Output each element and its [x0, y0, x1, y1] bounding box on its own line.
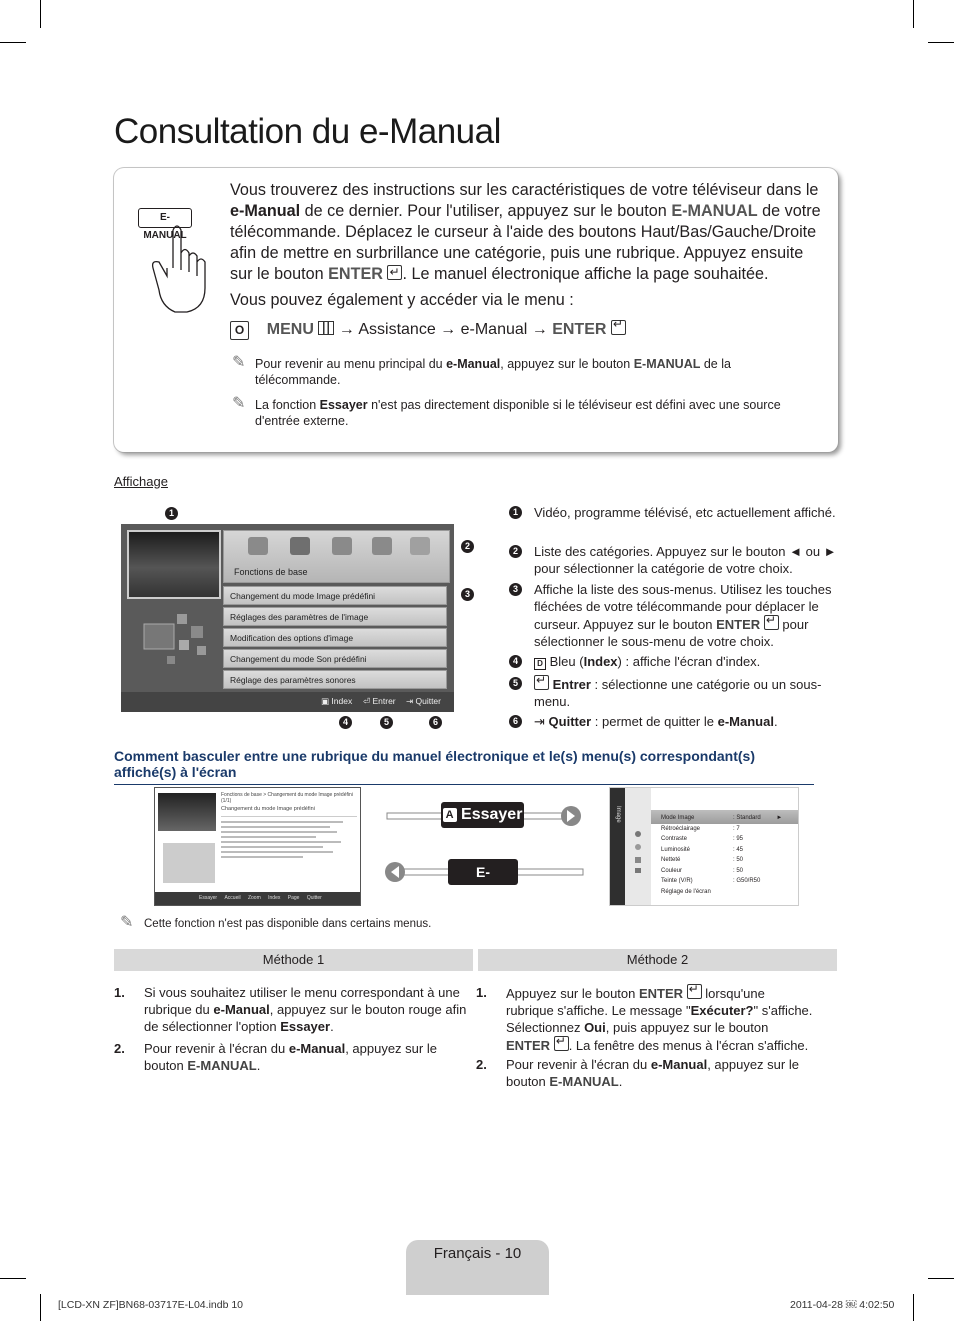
crop-mark [0, 42, 26, 43]
category-label: Fonctions de base [234, 567, 308, 577]
imprint-right: 2011-04-28 ￼ 4:02:50 [790, 1299, 895, 1311]
enter-icon [554, 1036, 569, 1051]
topic-bottom-bar: Essayer Accueil Zoom Index Page Quitter [155, 892, 360, 905]
callout-6: 6 [429, 716, 442, 729]
intro-paragraph: Vous trouverez des instructions sur les caractéristiques de votre téléviseur dans le e-Manual de ce dernier. Pour l'utiliser, appuyez sur le bouton E-MANUAL de votre télécommande. Déplacez le curseur à l'aide des boutons Haut/Bas/Gauche/Droite afin de mettre en surbrillance une catégorie, puis une rubrique. Appuyez ensuite sur le bouton ENTER ↵ . Le manuel électronique affiche la page souhaitée. [230, 180, 830, 285]
method-1-header: Méthode 1 [114, 949, 473, 971]
category-icon[interactable] [372, 537, 392, 555]
crop-mark [928, 1278, 954, 1279]
submenu-item[interactable]: Changement du mode Image prédéfini [223, 586, 447, 605]
e-manual-key-label: E-MANUAL [143, 212, 187, 241]
page-title: Consultation du e-Manual [114, 112, 501, 151]
method-2-header: Méthode 2 [478, 949, 837, 971]
menu-row[interactable]: Réglage de l'écran [661, 888, 711, 895]
submenu-item[interactable]: Modification des options d'image [223, 628, 447, 647]
floating-cubes-image [163, 843, 215, 883]
legend-item: 4 D Bleu (Index) : affiche l'écran d'index. [509, 653, 839, 671]
legend-item: 6 ⇥ Quitter : permet de quitter le e-Manual. [509, 713, 839, 731]
category-bar[interactable] [223, 530, 450, 583]
intro-note-2: La fonction Essayer n'est pas directement disponible si le téléviseur est défini avec une source d'entrée externe. [255, 398, 781, 428]
note-pencil-icon: ✎ [232, 354, 246, 371]
emanual-topic-screenshot [154, 787, 361, 906]
quit-button[interactable]: ⇥ Quitter [406, 696, 441, 706]
enter-icon [387, 265, 402, 280]
tv-menu-screenshot [609, 787, 799, 906]
page-number-tab: Français - 10 [406, 1240, 549, 1295]
menu-path: O MENU → Assistance → e-Manual → ENTER ↵ [230, 320, 830, 340]
note-pencil-icon: ✎ [232, 395, 246, 412]
crop-mark [0, 1278, 26, 1279]
note-pencil-icon: ✎ [120, 914, 134, 931]
menu-list [661, 813, 796, 897]
switch-note: Cette fonction n'est pas disponible dans certains menus. [144, 918, 432, 930]
exit-icon: ⇥ [534, 714, 545, 729]
menu-row[interactable]: Contraste : 95 [661, 836, 744, 842]
category-icon[interactable] [410, 537, 430, 555]
legend-item: 3 Affiche la liste des sous-menus. Utilisez les touches fléchées de votre télécommande pour déplacer le curseur. Appuyez sur le bouton ENTER ↵ pour sélectionner le sous-menu de votre choix. [509, 581, 839, 651]
crop-mark [40, 1294, 41, 1321]
emanual-screen-illustration [121, 524, 454, 712]
category-icon[interactable] [248, 537, 268, 555]
method-1-steps: 1. Si vous souhaitez utiliser le menu correspondant à une rubrique du e-Manual, appuyez sur le bouton rouge afin de sélectionner l'option Essayer. 2. Pour revenir à l'écran du e-Manual, appuyez sur le bouton E-MANUAL. [114, 985, 467, 1073]
category-icon[interactable] [332, 537, 352, 555]
intro-menu-hint: Vous pouvez également y accéder via le menu : [230, 291, 574, 309]
floating-cubes-image [139, 604, 219, 674]
legend-item: 1 Vidéo, programme télévisé, etc actuellement affiché. [509, 504, 839, 540]
try-button[interactable]: A Essayer [441, 802, 524, 828]
menu-row[interactable]: Couleur : 50 [661, 867, 744, 874]
callout-3: 3 [461, 588, 474, 601]
legend-item: 2 Liste des catégories. Appuyez sur le bouton ◄ ou ► pour sélectionner la catégorie de votre choix. [509, 543, 839, 579]
method-2-steps: 1. Appuyez sur le bouton ENTER ↵ lorsqu'une rubrique s'affiche. Le message "Exécuter?" s'affiche. Sélectionnez Oui, puis appuyez sur le bouton ENTER ↵ . La fenêtre des menus à l'écran s'affiche. 2. Pour revenir à l'écran du e-Manual, appuyez sur le bouton E-MANUAL. [476, 984, 836, 1094]
category-icon[interactable] [290, 537, 310, 555]
a-key-icon: A [443, 808, 457, 822]
callout-5: 5 [380, 716, 393, 729]
menu-row[interactable]: Mode Image : Standard ► [661, 815, 783, 821]
topic-content: Fonctions de base > Changement du mode Image prédéfini (1/1) Changement du mode Image prédéfini [221, 792, 357, 884]
enter-icon [611, 320, 626, 335]
menu-row[interactable]: Luminosité : 45 [661, 846, 744, 853]
blue-d-icon: D [534, 658, 546, 670]
callout-1: 1 [165, 507, 178, 520]
legend-item: 5 ↵ Entrer : sélectionne une catégorie ou un sous-menu. [509, 675, 839, 711]
screen-bottom-bar [121, 692, 454, 712]
e-manual-button[interactable]: E-MANUAL [448, 859, 518, 885]
menu-icon-column [625, 788, 651, 905]
menu-icon [318, 321, 334, 335]
enter-button[interactable]: ⏎ Entrer [363, 696, 396, 706]
crop-mark [913, 1294, 914, 1321]
display-label: Affichage [114, 474, 168, 489]
menu-row[interactable]: Netteté : 50 [661, 857, 744, 863]
crop-mark [928, 42, 954, 43]
menu-path-icon: O [230, 321, 249, 340]
enter-icon [534, 675, 549, 690]
callout-2: 2 [461, 540, 474, 553]
submenu-item[interactable]: Changement du mode Son prédéfini [223, 649, 447, 668]
imprint-left: [LCD-XN ZF]BN68-03717E-L04.indb 10 [58, 1299, 244, 1311]
submenu-item[interactable]: Réglage des paramètres sonores [223, 670, 447, 689]
crop-mark [913, 0, 914, 28]
section-heading: Comment basculer entre une rubrique du manuel électronique et le(s) menu(s) correspondant(s) affiché(s) à l'écran [114, 748, 814, 785]
enter-icon [764, 615, 779, 630]
callout-4: 4 [339, 716, 352, 729]
remote-hand-illustration [135, 198, 215, 318]
menu-side-strip: Image [610, 788, 625, 905]
submenu-item[interactable]: Réglages des paramètres de l'image [223, 607, 447, 626]
menu-row[interactable]: Rétroéclairage : 7 [661, 825, 740, 832]
index-button[interactable]: ▣ Index [321, 696, 353, 706]
video-thumbnail [158, 793, 216, 831]
enter-icon [687, 984, 702, 999]
hand-icon [135, 198, 215, 318]
video-thumbnail [127, 530, 221, 599]
crop-mark [40, 0, 41, 28]
intro-note-1: Pour revenir au menu principal du e-Manual, appuyez sur le bouton E-MANUAL de la télécommande. [255, 357, 731, 387]
menu-row[interactable]: Teinte (V/R) : G50/R50 [661, 878, 761, 884]
